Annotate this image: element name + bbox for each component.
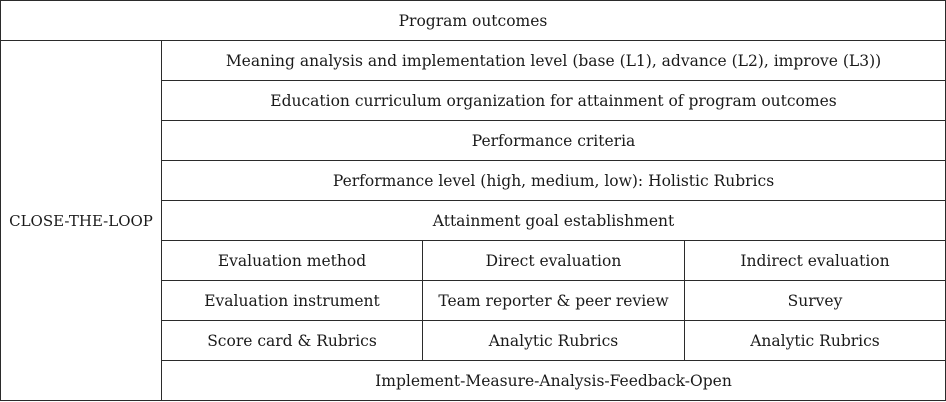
table-row [1,41,946,81]
team-reporter-cell: Team reporter & peer review [423,281,685,321]
score-card-label: Score card & Rubrics [162,321,423,361]
evaluation-method-label: Evaluation method [162,241,423,281]
close-the-loop-label: CLOSE-THE-LOOP [1,41,162,401]
program-outcomes-header: Program outcomes [1,1,946,41]
attainment-goal-cell: Attainment goal establishment [162,201,946,241]
meaning-analysis-cell: Meaning analysis and implementation level (base (L1), advance (L2), improve (L3)) [162,41,946,81]
evaluation-instrument-label: Evaluation instrument [162,281,423,321]
curriculum-organization-cell: Education curriculum organization for attainment of program outcomes [162,81,946,121]
performance-criteria-cell: Performance criteria [162,121,946,161]
performance-level-cell: Performance level (high, medium, low): Holistic Rubrics [162,161,946,201]
direct-evaluation-cell: Direct evaluation [423,241,685,281]
survey-cell: Survey [685,281,946,321]
indirect-evaluation-cell: Indirect evaluation [685,241,946,281]
header-row [1,1,946,41]
analytic-rubrics-direct-cell: Analytic Rubrics [423,321,685,361]
implement-measure-cell: Implement-Measure-Analysis-Feedback-Open [162,361,946,401]
analytic-rubrics-indirect-cell: Analytic Rubrics [685,321,946,361]
